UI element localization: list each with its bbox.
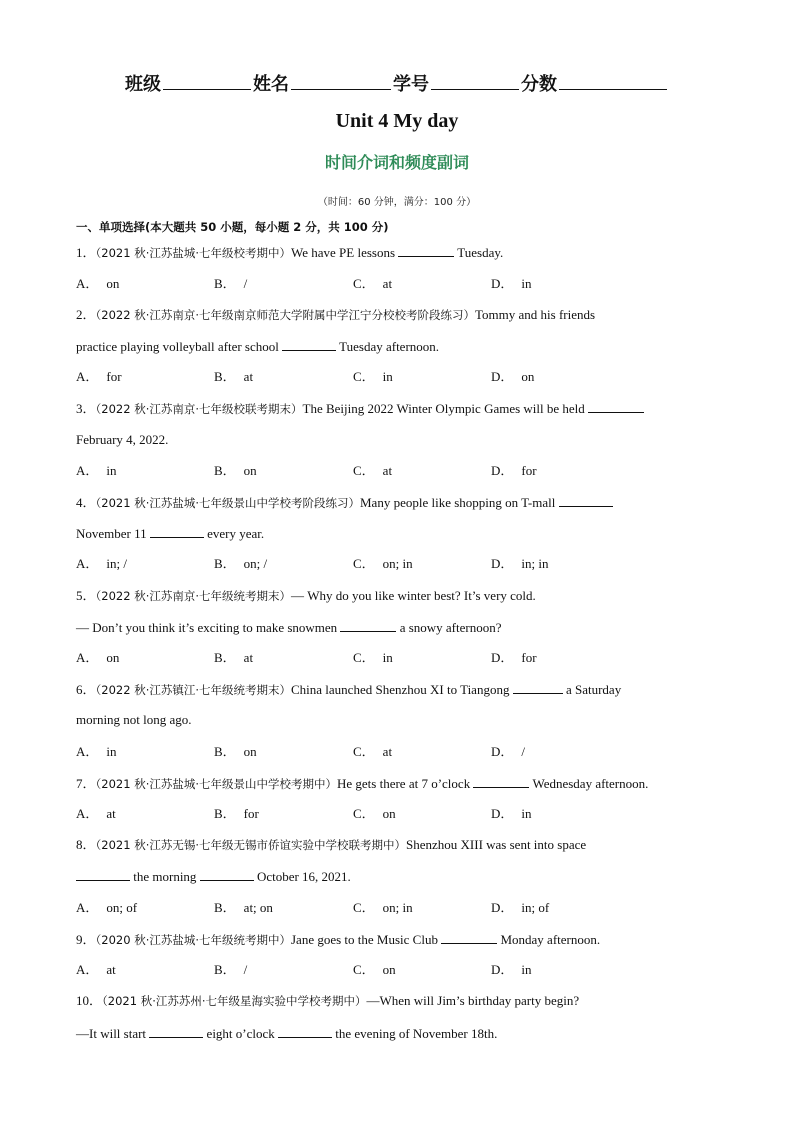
answer-blank[interactable]: [473, 775, 529, 788]
question-number: 8．: [76, 837, 96, 852]
question-text: China launched Shenzhou XI to Tiangong: [291, 682, 510, 697]
section-heading: 一、单项选择(本大题共 50 小题，每小题 2 分，共 100 分): [76, 220, 389, 234]
option-a[interactable]: A． on: [76, 276, 120, 291]
question-source: （2021 秋·江苏盐城·七年级景山中学校考期中）: [95, 777, 337, 791]
answer-blank[interactable]: [588, 400, 644, 413]
option-c[interactable]: C． at: [353, 276, 393, 291]
option-d[interactable]: D． in: [491, 962, 532, 977]
question-5: [76, 588, 536, 604]
question-text: He gets there at 7 o’clock: [337, 776, 471, 791]
question-6-line-2: [76, 712, 192, 728]
question-7: [76, 775, 648, 792]
question-text: the morning: [133, 869, 197, 884]
option-b[interactable]: B． at: [214, 650, 254, 665]
question-number: 2．: [76, 307, 96, 322]
answer-blank[interactable]: [149, 1025, 203, 1038]
option-d[interactable]: D． for: [491, 463, 537, 478]
question-4: [76, 494, 613, 511]
question-source: （2021 秋·江苏无锡·七年级无锡市侨谊实验中学校联考期中）: [95, 838, 406, 852]
question-source: （2022 秋·江苏南京·七年级南京师范大学附属中学江宁分校校考阶段练习）: [95, 308, 475, 322]
question-1: [76, 244, 503, 261]
question-number: 5．: [76, 588, 96, 603]
question-source: （2020 秋·江苏盐城·七年级统考期中）: [95, 933, 291, 947]
option-b[interactable]: B． at; on: [214, 900, 273, 915]
question-text: Tuesday afternoon.: [339, 339, 440, 354]
question-text: Many people like shopping on T-mall: [360, 495, 556, 510]
question-source: （2021 秋·江苏盐城·七年级校考期中）: [95, 246, 291, 260]
question-source: （2021 秋·江苏苏州·七年级星海实验中学校考期中）: [102, 994, 367, 1008]
answer-blank[interactable]: [340, 619, 396, 632]
option-d[interactable]: D． on: [491, 369, 535, 384]
option-b[interactable]: B． at: [214, 369, 254, 384]
answer-blank[interactable]: [200, 868, 254, 881]
question-number: 7．: [76, 776, 96, 791]
question-text: — Why do you like winter best? It’s very cold.: [291, 588, 536, 603]
question-9: [76, 931, 600, 948]
answer-blank[interactable]: [150, 525, 204, 538]
class-blank[interactable]: [163, 73, 251, 90]
option-a[interactable]: A． in: [76, 744, 117, 759]
option-d[interactable]: D． in; in: [491, 556, 549, 571]
option-d[interactable]: D． /: [491, 744, 526, 759]
name-label: 姓名: [253, 74, 289, 95]
question-text: a Saturday: [565, 682, 622, 697]
question-number: 1．: [76, 245, 96, 260]
question-text: November 11: [76, 526, 147, 541]
option-b[interactable]: B． on; /: [214, 556, 268, 571]
option-b[interactable]: B． on: [214, 744, 257, 759]
question-5-line-2: [76, 619, 502, 636]
answer-blank[interactable]: [559, 494, 613, 507]
question-source: （2022 秋·江苏镇江·七年级统考期末）: [95, 683, 291, 697]
question-text: the evening of November 18th.: [335, 1026, 498, 1041]
score-blank[interactable]: [559, 73, 667, 90]
question-text: practice playing volleyball after school: [76, 339, 279, 354]
question-text: a snowy afternoon?: [399, 620, 502, 635]
id-blank[interactable]: [431, 73, 519, 90]
question-number: 3．: [76, 401, 96, 416]
question-3: [76, 400, 644, 417]
option-a[interactable]: A． at: [76, 806, 116, 821]
option-d[interactable]: D． in: [491, 806, 532, 821]
option-c[interactable]: C． at: [353, 744, 393, 759]
question-number: 6．: [76, 682, 96, 697]
answer-blank[interactable]: [513, 681, 563, 694]
option-c[interactable]: C． on; in: [353, 900, 413, 915]
question-4-line-2: [76, 525, 264, 542]
question-text: We have PE lessons: [291, 245, 396, 260]
answer-blank[interactable]: [76, 868, 130, 881]
option-a[interactable]: A． in: [76, 463, 117, 478]
option-a[interactable]: A． on; of: [76, 900, 138, 915]
question-text: —When will Jim’s birthday party begin?: [366, 993, 580, 1008]
question-text: — Don’t you think it’s exciting to make snowmen: [76, 620, 338, 635]
option-d[interactable]: D． for: [491, 650, 537, 665]
answer-blank[interactable]: [441, 931, 497, 944]
question-3-line-2: [76, 432, 168, 448]
question-10: [76, 993, 579, 1009]
option-a[interactable]: A． for: [76, 369, 122, 384]
question-text: eight o’clock: [206, 1026, 275, 1041]
question-source: （2021 秋·江苏盐城·七年级景山中学校考阶段练习）: [95, 496, 360, 510]
time-note: （时间：60 分钟，满分：100 分）: [317, 197, 477, 208]
option-d[interactable]: D． in: [491, 276, 532, 291]
question-source: （2022 秋·江苏南京·七年级统考期末）: [95, 589, 291, 603]
question-text: Tuesday.: [457, 245, 504, 260]
question-text: October 16, 2021.: [256, 869, 351, 884]
option-c[interactable]: C． on: [353, 806, 396, 821]
name-blank[interactable]: [291, 73, 391, 90]
id-label: 学号: [393, 74, 429, 95]
question-number: 10．: [76, 993, 103, 1008]
option-a[interactable]: A． at: [76, 962, 116, 977]
option-c[interactable]: C． on: [353, 962, 396, 977]
question-6: [76, 681, 621, 698]
answer-blank[interactable]: [398, 244, 454, 257]
question-text: Jane goes to the Music Club: [291, 932, 438, 947]
answer-blank[interactable]: [282, 338, 336, 351]
option-b[interactable]: B． on: [214, 463, 257, 478]
question-8-line-2: [76, 868, 351, 885]
option-c[interactable]: C． in: [353, 650, 393, 665]
question-number: 9．: [76, 932, 96, 947]
question-text: —It will start: [76, 1026, 147, 1041]
question-text: Tommy and his friends: [475, 307, 596, 322]
option-a[interactable]: A． on: [76, 650, 120, 665]
question-text: Monday afternoon.: [500, 932, 601, 947]
answer-blank[interactable]: [278, 1025, 332, 1038]
question-2: [76, 307, 595, 323]
option-b[interactable]: B． for: [214, 806, 259, 821]
question-text: every year.: [207, 526, 265, 541]
option-d[interactable]: D． in; of: [491, 900, 550, 915]
question-2-line-2: [76, 338, 439, 355]
option-c[interactable]: C． on; in: [353, 556, 413, 571]
question-8: [76, 837, 586, 853]
page-subtitle: 时间介词和频度副词: [324, 153, 469, 172]
question-text: morning not long ago.: [76, 712, 192, 727]
option-c[interactable]: C． at: [353, 463, 393, 478]
student-info-line: [0, 70, 794, 96]
option-c[interactable]: C． in: [353, 369, 393, 384]
class-label: 班级: [125, 74, 161, 95]
question-text: Shenzhou XIII was sent into space: [406, 837, 587, 852]
question-source: （2022 秋·江苏南京·七年级校联考期末）: [95, 402, 303, 416]
question-number: 4．: [76, 495, 96, 510]
score-label: 分数: [521, 74, 557, 95]
question-text: The Beijing 2022 Winter Olympic Games will be held: [302, 401, 585, 416]
option-b[interactable]: B． /: [214, 276, 248, 291]
question-text: February 4, 2022.: [76, 432, 169, 447]
question-text: Wednesday afternoon.: [532, 776, 649, 791]
option-b[interactable]: B． /: [214, 962, 248, 977]
option-a[interactable]: A． in; /: [76, 556, 127, 571]
page-title: Unit 4 My day: [335, 110, 459, 132]
question-10-line-2: [76, 1025, 497, 1042]
